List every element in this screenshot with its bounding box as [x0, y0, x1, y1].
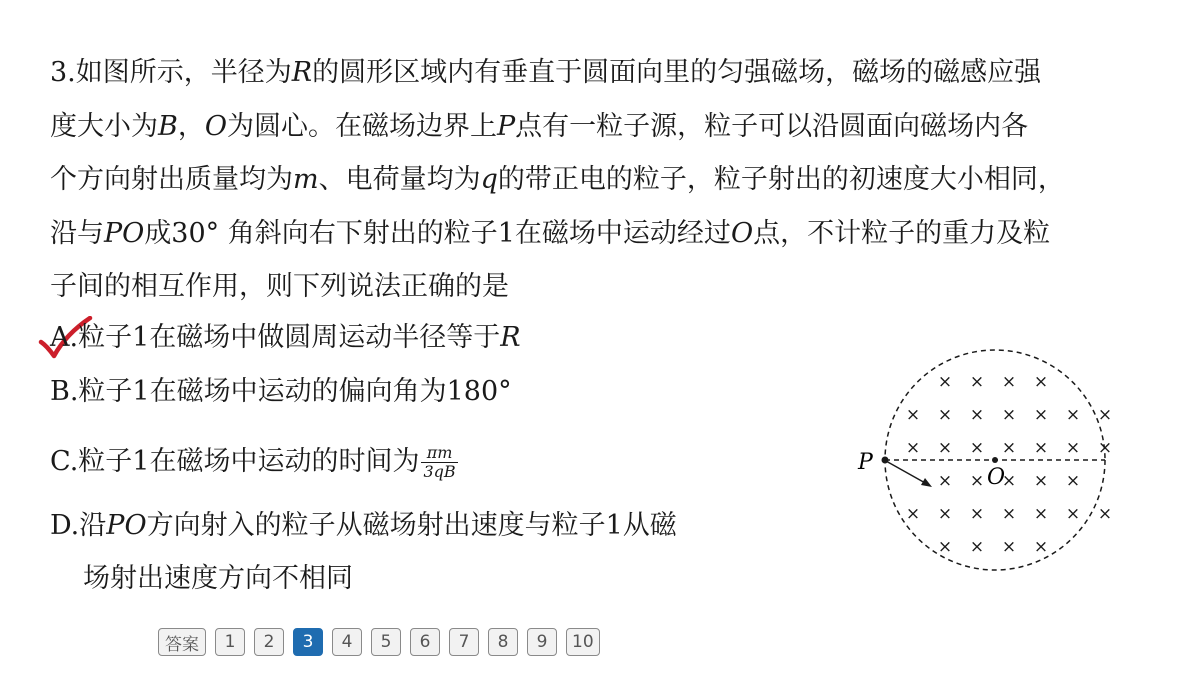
page-button-10[interactable]: 10 [566, 628, 600, 656]
page-button-5[interactable]: 5 [371, 628, 401, 656]
page-button-7[interactable]: 7 [449, 628, 479, 656]
option-d[interactable]: D.沿PO方向射入的粒子从磁场射出速度与粒子1从磁 [50, 510, 677, 541]
field-cross-icon: × [1001, 471, 1017, 491]
field-cross-icon: × [1065, 405, 1081, 425]
page-button-1[interactable]: 1 [215, 628, 245, 656]
arrow-head-icon [921, 478, 932, 487]
field-cross-icon: × [969, 405, 985, 425]
time-fraction: $\frac{\pi m}{3qB}$ [423, 443, 456, 481]
magnetic-field-diagram [855, 345, 1115, 580]
option-a[interactable]: A.粒子1在磁场中做圆周运动半径等于R [50, 322, 521, 353]
field-cross-icon: × [937, 405, 953, 425]
page-button-6[interactable]: 6 [410, 628, 440, 656]
field-cross-icon: × [1065, 504, 1081, 524]
field-cross-icon: × [969, 471, 985, 491]
field-cross-icon: × [1033, 537, 1049, 557]
question-text [50, 46, 1160, 314]
field-cross-icon: × [1097, 405, 1113, 425]
field-cross-icon: × [1033, 372, 1049, 392]
label-o: O [987, 465, 1006, 490]
field-cross-icon: × [937, 438, 953, 458]
field-cross-icon: × [1033, 438, 1049, 458]
answer-button[interactable]: 答案 [158, 628, 206, 656]
field-cross-icon: × [1097, 504, 1113, 524]
page-button-8[interactable]: 8 [488, 628, 518, 656]
field-cross-icon: × [969, 504, 985, 524]
option-c[interactable]: C.粒子1在磁场中运动的时间为 $\frac{\pi m}{3qB}$ [50, 443, 456, 481]
field-cross-icon: × [1033, 405, 1049, 425]
field-cross-icon: × [1097, 438, 1113, 458]
field-cross-icon: × [937, 372, 953, 392]
label-p: P [858, 450, 873, 475]
velocity-arrow [886, 461, 927, 484]
field-cross-icon: × [1001, 372, 1017, 392]
field-cross-icon: × [969, 372, 985, 392]
field-cross-icon: × [1001, 405, 1017, 425]
field-cross-icon: × [969, 438, 985, 458]
field-cross-icon: × [969, 537, 985, 557]
question-line-4: 沿与PO成30° 角斜向右下射出的粒子1在磁场中运动经过O点，不计粒子的重力及粒 [50, 217, 1051, 249]
field-cross-icon: × [937, 471, 953, 491]
question-line-3: 个方向射出质量均为m、电荷量均为q的带正电的粒子，粒子射出的初速度大小相同， [50, 164, 1065, 195]
question-line-2: 度大小为B，O为圆心。在磁场边界上P点有一粒子源，粒子可以沿圆面向磁场内各 [50, 110, 1029, 142]
field-cross-icon: × [1001, 438, 1017, 458]
question-line-5: 子间的相互作用，则下列说法正确的是 [50, 271, 509, 302]
field-cross-icon: × [1065, 438, 1081, 458]
page-button-9[interactable]: 9 [527, 628, 557, 656]
field-cross-icon: × [905, 438, 921, 458]
page-button-2[interactable]: 2 [254, 628, 284, 656]
field-cross-icon: × [1033, 471, 1049, 491]
point-o-dot [992, 457, 998, 463]
field-cross-icon: × [905, 504, 921, 524]
field-cross-icon: × [1033, 504, 1049, 524]
field-cross-icon: × [1001, 537, 1017, 557]
pagination-bar [158, 628, 600, 656]
field-cross-icon: × [1065, 471, 1081, 491]
page-button-4[interactable]: 4 [332, 628, 362, 656]
question-line-1: 3.如图所示，半径为R的圆形区域内有垂直于圆面向里的匀强磁场，磁场的磁感应强 [50, 57, 1042, 88]
field-cross-icon: × [1001, 504, 1017, 524]
page-button-3[interactable]: 3 [293, 628, 323, 656]
option-d-continued[interactable]: 场射出速度方向不相同 [83, 563, 353, 594]
field-cross-icon: × [937, 504, 953, 524]
option-b[interactable]: B.粒子1在磁场中运动的偏向角为180° [50, 376, 512, 407]
field-cross-icon: × [937, 537, 953, 557]
field-cross-icon: × [905, 405, 921, 425]
